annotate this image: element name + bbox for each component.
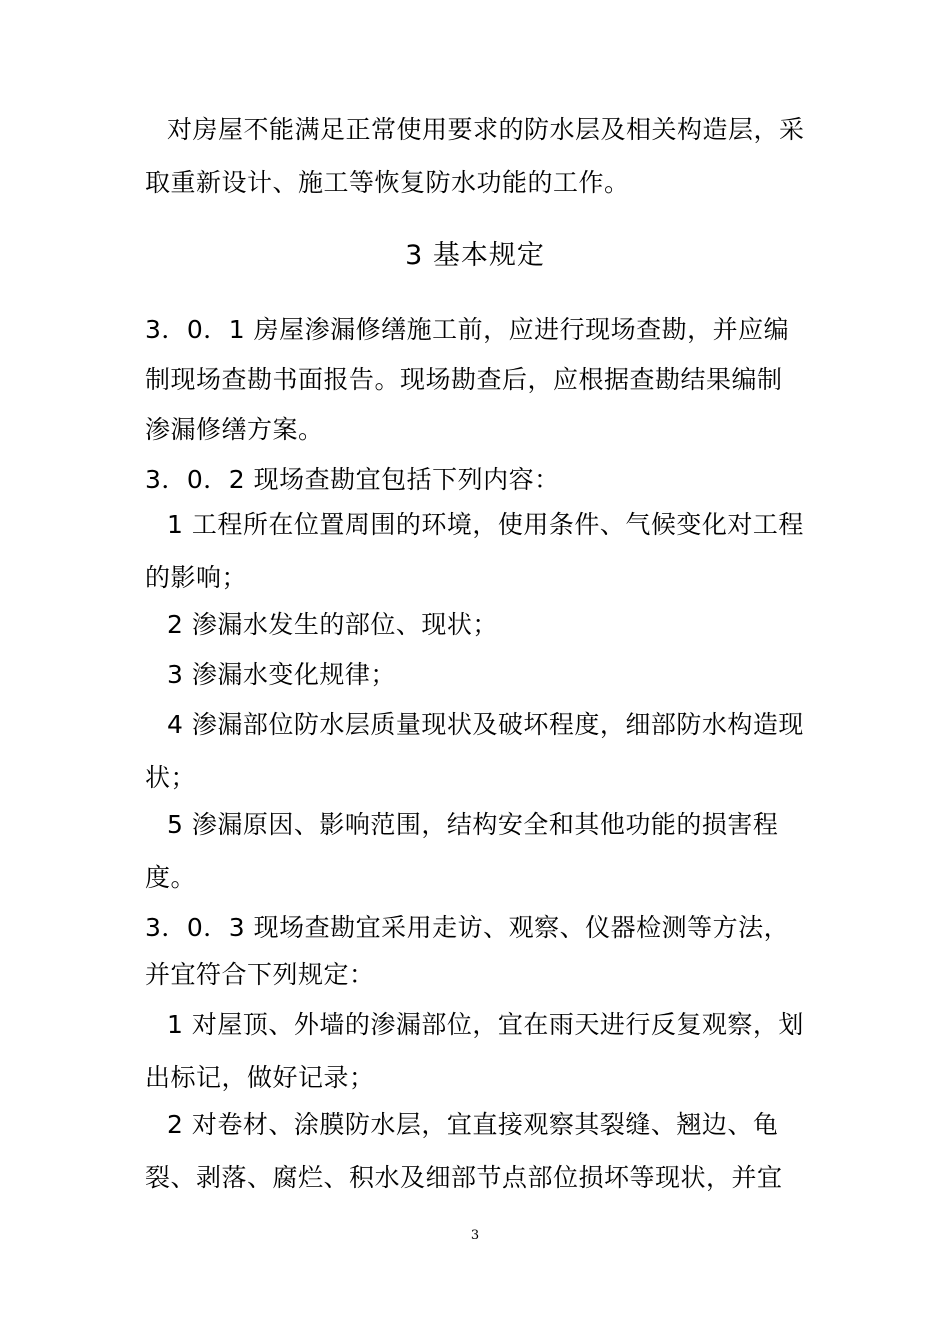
- clause-3-0-1-line-3: 渗漏修缮方案。: [145, 415, 324, 444]
- clause-3-0-3-line-1: 3．0．3 现场查勘宜采用走访、观察、仪器检测等方法，: [145, 913, 790, 942]
- list-item-3: 3 渗漏水变化规律；: [167, 660, 396, 689]
- rule-item-2-line-1: 2 对卷材、涂膜防水层，宜直接观察其裂缝、翘边、龟: [167, 1110, 779, 1139]
- clause-3-0-1-line-1: 3．0．1 房屋渗漏修缮施工前，应进行现场查勘，并应编: [145, 315, 790, 344]
- list-item-5-line-1: 5 渗漏原因、影响范围，结构安全和其他功能的损害程: [167, 810, 779, 839]
- list-item-4-line-2: 状；: [145, 763, 197, 792]
- list-item-1-line-1: 1 工程所在位置周围的环境，使用条件、气候变化对工程: [167, 510, 804, 539]
- clause-3-0-1-line-2: 制现场查勘书面报告。现场勘查后，应根据查勘结果编制: [145, 365, 783, 394]
- list-item-5-line-2: 度。: [145, 863, 197, 892]
- intro-line-2: 取重新设计、施工等恢复防水功能的工作。: [145, 168, 630, 197]
- rule-item-1-line-1: 1 对屋顶、外墙的渗漏部位，宜在雨天进行反复观察，划: [167, 1010, 804, 1039]
- clause-3-0-2-line-1: 3．0．2 现场查勘宜包括下列内容：: [145, 465, 560, 494]
- rule-item-1-line-2: 出标记，做好记录；: [145, 1063, 375, 1092]
- list-item-4-line-1: 4 渗漏部位防水层质量现状及破坏程度，细部防水构造现: [167, 710, 804, 739]
- clause-3-0-3-line-2: 并宜符合下列规定：: [145, 960, 375, 989]
- intro-line-1: 对房屋不能满足正常使用要求的防水层及相关构造层，采: [167, 115, 805, 144]
- list-item-2: 2 渗漏水发生的部位、现状；: [167, 610, 498, 639]
- rule-item-2-line-2: 裂、剥落、腐烂、积水及细部节点部位损坏等现状，并宜: [145, 1163, 783, 1192]
- section-heading: 3 基本规定: [405, 240, 545, 271]
- page-number: 3: [470, 1228, 480, 1243]
- list-item-1-line-2: 的影响；: [145, 563, 248, 592]
